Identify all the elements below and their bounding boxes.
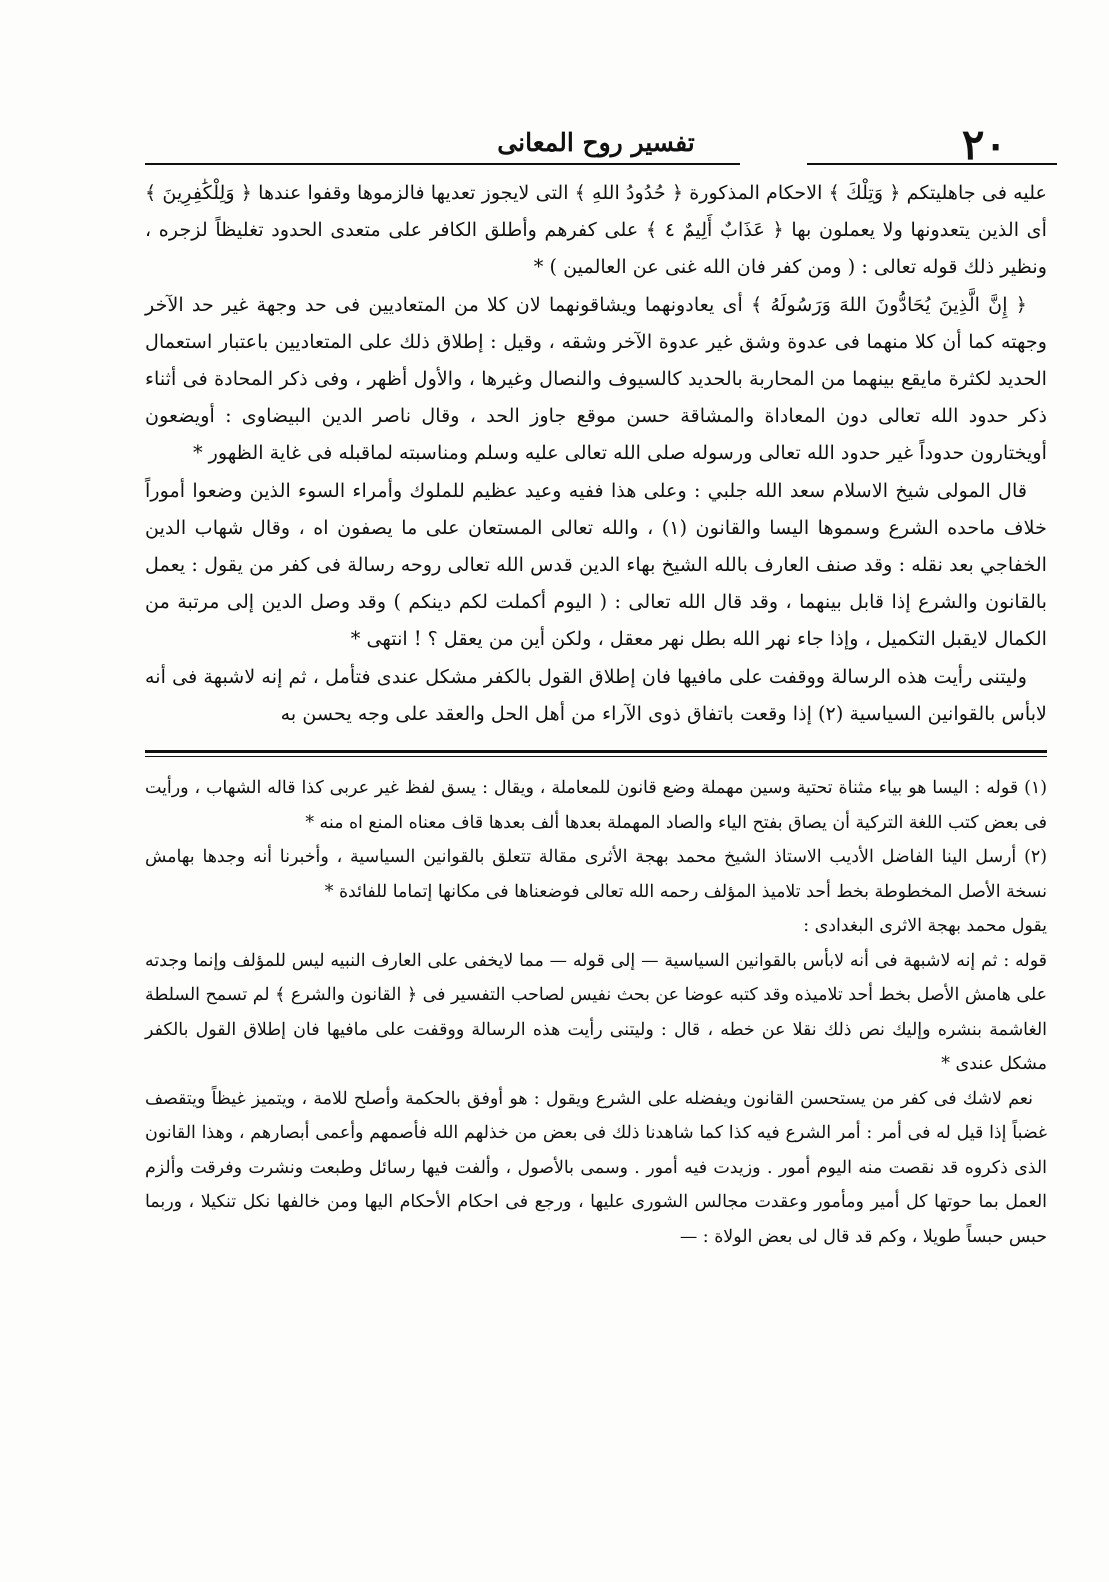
page-header (145, 108, 1047, 169)
paragraph: عليه فى جاهليتكم ﴿ وَتِلْكَ ﴾ الاحكام المذكورة ﴿ حُدُودُ اللهِ ﴾ التى لايجوز تعديها فالزموها وقفوا عندها ﴿ وَلِلْكَٰفِرِينَ ﴾ أى الذين يتعدونها ولا يعملون بها ﴿ عَذَابٌ أَلِيمٌ ٤ ﴾ على كفرهم وأطلق الكافر على متعدى الحدود تغليظاً لزجره ، ونظير ذلك قوله تعالى : ( ومن كفر فان الله غنى عن العالمين ) * (145, 181, 1047, 279)
page-number: ٢٠ (961, 120, 1007, 169)
footnote: (١) قوله : اليسا هو بياء مثناة تحتية وسين مهملة وضع قانون للمعاملة ، ويقال : يسق لفظ غير عربى كذا قاله الشهاب ، ورأيت فى بعض كتب اللغة التركية أن يصاق بفتح الياء والصاد المهملة بعدها ألف بعدها قاف معناه المنع اه منه * (145, 778, 1047, 833)
footnotes (145, 771, 1047, 1254)
footnote: يقول محمد بهجة الاثرى البغدادى : (803, 916, 1047, 937)
main-text (145, 174, 1047, 732)
footnote: (٢) أرسل الينا الفاضل الأديب الاستاذ الشيخ محمد بهجة الأثرى مقالة تتعلق بالقوانين السياسية ، وأخبرنا أنه وجدها بهامش نسخة الأصل المخطوطة بخط أحد تلاميذ المؤلف رحمه الله تعالى فوضعناها فى مكانها إتماما للفائدة * (145, 847, 1047, 902)
paragraph: قال المولى شيخ الاسلام سعد الله جلبي : وعلى هذا ففيه وعيد عظيم للملوك وأمراء السوء الذين وضعوا أموراً خلاف ماحده الشرع وسموها اليسا والقانون (١) ، والله تعالى المستعان على ما يصفون اه ، وقال شهاب الدين الخفاجي بعد نقله : وقد صنف العارف بالله الشيخ بهاء الدين قدس الله تعالى روحه رسالة فى كفر من يقول : يعمل بالقانون والشرع إذا قابل بينهما ، وقد قال الله تعالى : ( اليوم أكملت لكم دينكم ) وقد وصل الدين إلى مرتبة من الكمال لايقبل التكميل ، وإذا جاء نهر الله بطل نهر معقل ، ولكن أين من يعقل ؟ ! انتهى * (145, 478, 1047, 651)
header-rule (807, 163, 1057, 165)
header-rule (145, 163, 740, 165)
footnote: نعم لاشك فى كفر من يستحسن القانون ويفضله على الشرع ويقول : هو أوفق بالحكمة وأصلح للامة ، ويتميز غيظاً ويتقصف غضباً إذا قيل له فى أمر : أمر الشرع فيه كذا كما شاهدنا ذلك فى بعض من خذلهم الله فأصمهم وأعمى أبصارهم ، وهذا القانون الذى ذكروه قد نقصت منه اليوم أمور . وزيدت فيه أمور . وسمى بالأصول ، وألفت فيها رسائل وطبعت ونشرت وفرقت وألزم العمل بما حوتها كل أمير ومأمور وعقدت مجالس الشورى عليها ، ورجع فى احكام الأحكام اليها ومن خالفها نكل تنكيلا ، وربما حبس حبساً طويلا ، وكم قد قال لى بعض الولاة : — (145, 1088, 1047, 1247)
page (145, 108, 1047, 1254)
paragraph: وليتنى رأيت هذه الرسالة ووقفت على مافيها فان إطلاق القول بالكفر مشكل عندى فتأمل ، ثم إنه لاشبهة فى أنه لابأس بالقوانين السياسية (٢) إذا وقعت باتفاق ذوى الآراء من أهل الحل والعقد على وجه يحسن به (145, 664, 1047, 725)
paragraph: ﴿ إِنَّ الَّذِينَ يُحَادُّونَ اللهَ وَرَسُولَهُ ﴾ أى يعادونهما ويشاقونهما لان كلا من المتعاديين فى حد وجهة غير حد الآخر وجهته كما أن كلا منهما فى عدوة وشق غير عدوة الآخر وشقه ، وقيل : إطلاق ذلك على المتعاديين باعتبار استعمال الحديد لكثرة مايقع بينهما من المحاربة بالحديد كالسيوف والنصال وغيرها ، والأول أظهر ، وفى ذكر المحادة فى أثناء ذكر حدود الله تعالى دون المعاداة والمشاقة حسن موقع جاوز الحد ، وقال ناصر الدين البيضاوى : أويضعون أويختارون حدوداً غير حدود الله تعالى ورسوله صلى الله تعالى عليه وسلم ومناسبته لماقبله فى غاية الظهور * (145, 292, 1047, 465)
footnote: قوله : ثم إنه لاشبهة فى أنه لابأس بالقوانين السياسية — إلى قوله — مما لايخفى على العارف النبيه ليس للمؤلف وإنما وجدته على هامش الأصل بخط أحد تلاميذه وقد كتبه عوضا عن بحث نفيس لصاحب التفسير فى ﴿ القانون والشرع ﴾ لم تسمح السلطة الغاشمة بنشره وإليك نص ذلك نقلا عن خطه ، قال : وليتنى رأيت هذه الرسالة ووقفت على مافيها فان إطلاق القول بالكفر مشكل عندى * (145, 950, 1047, 1075)
footnote-separator (145, 750, 1047, 757)
running-title: تفسير روح المعانى (497, 128, 695, 157)
